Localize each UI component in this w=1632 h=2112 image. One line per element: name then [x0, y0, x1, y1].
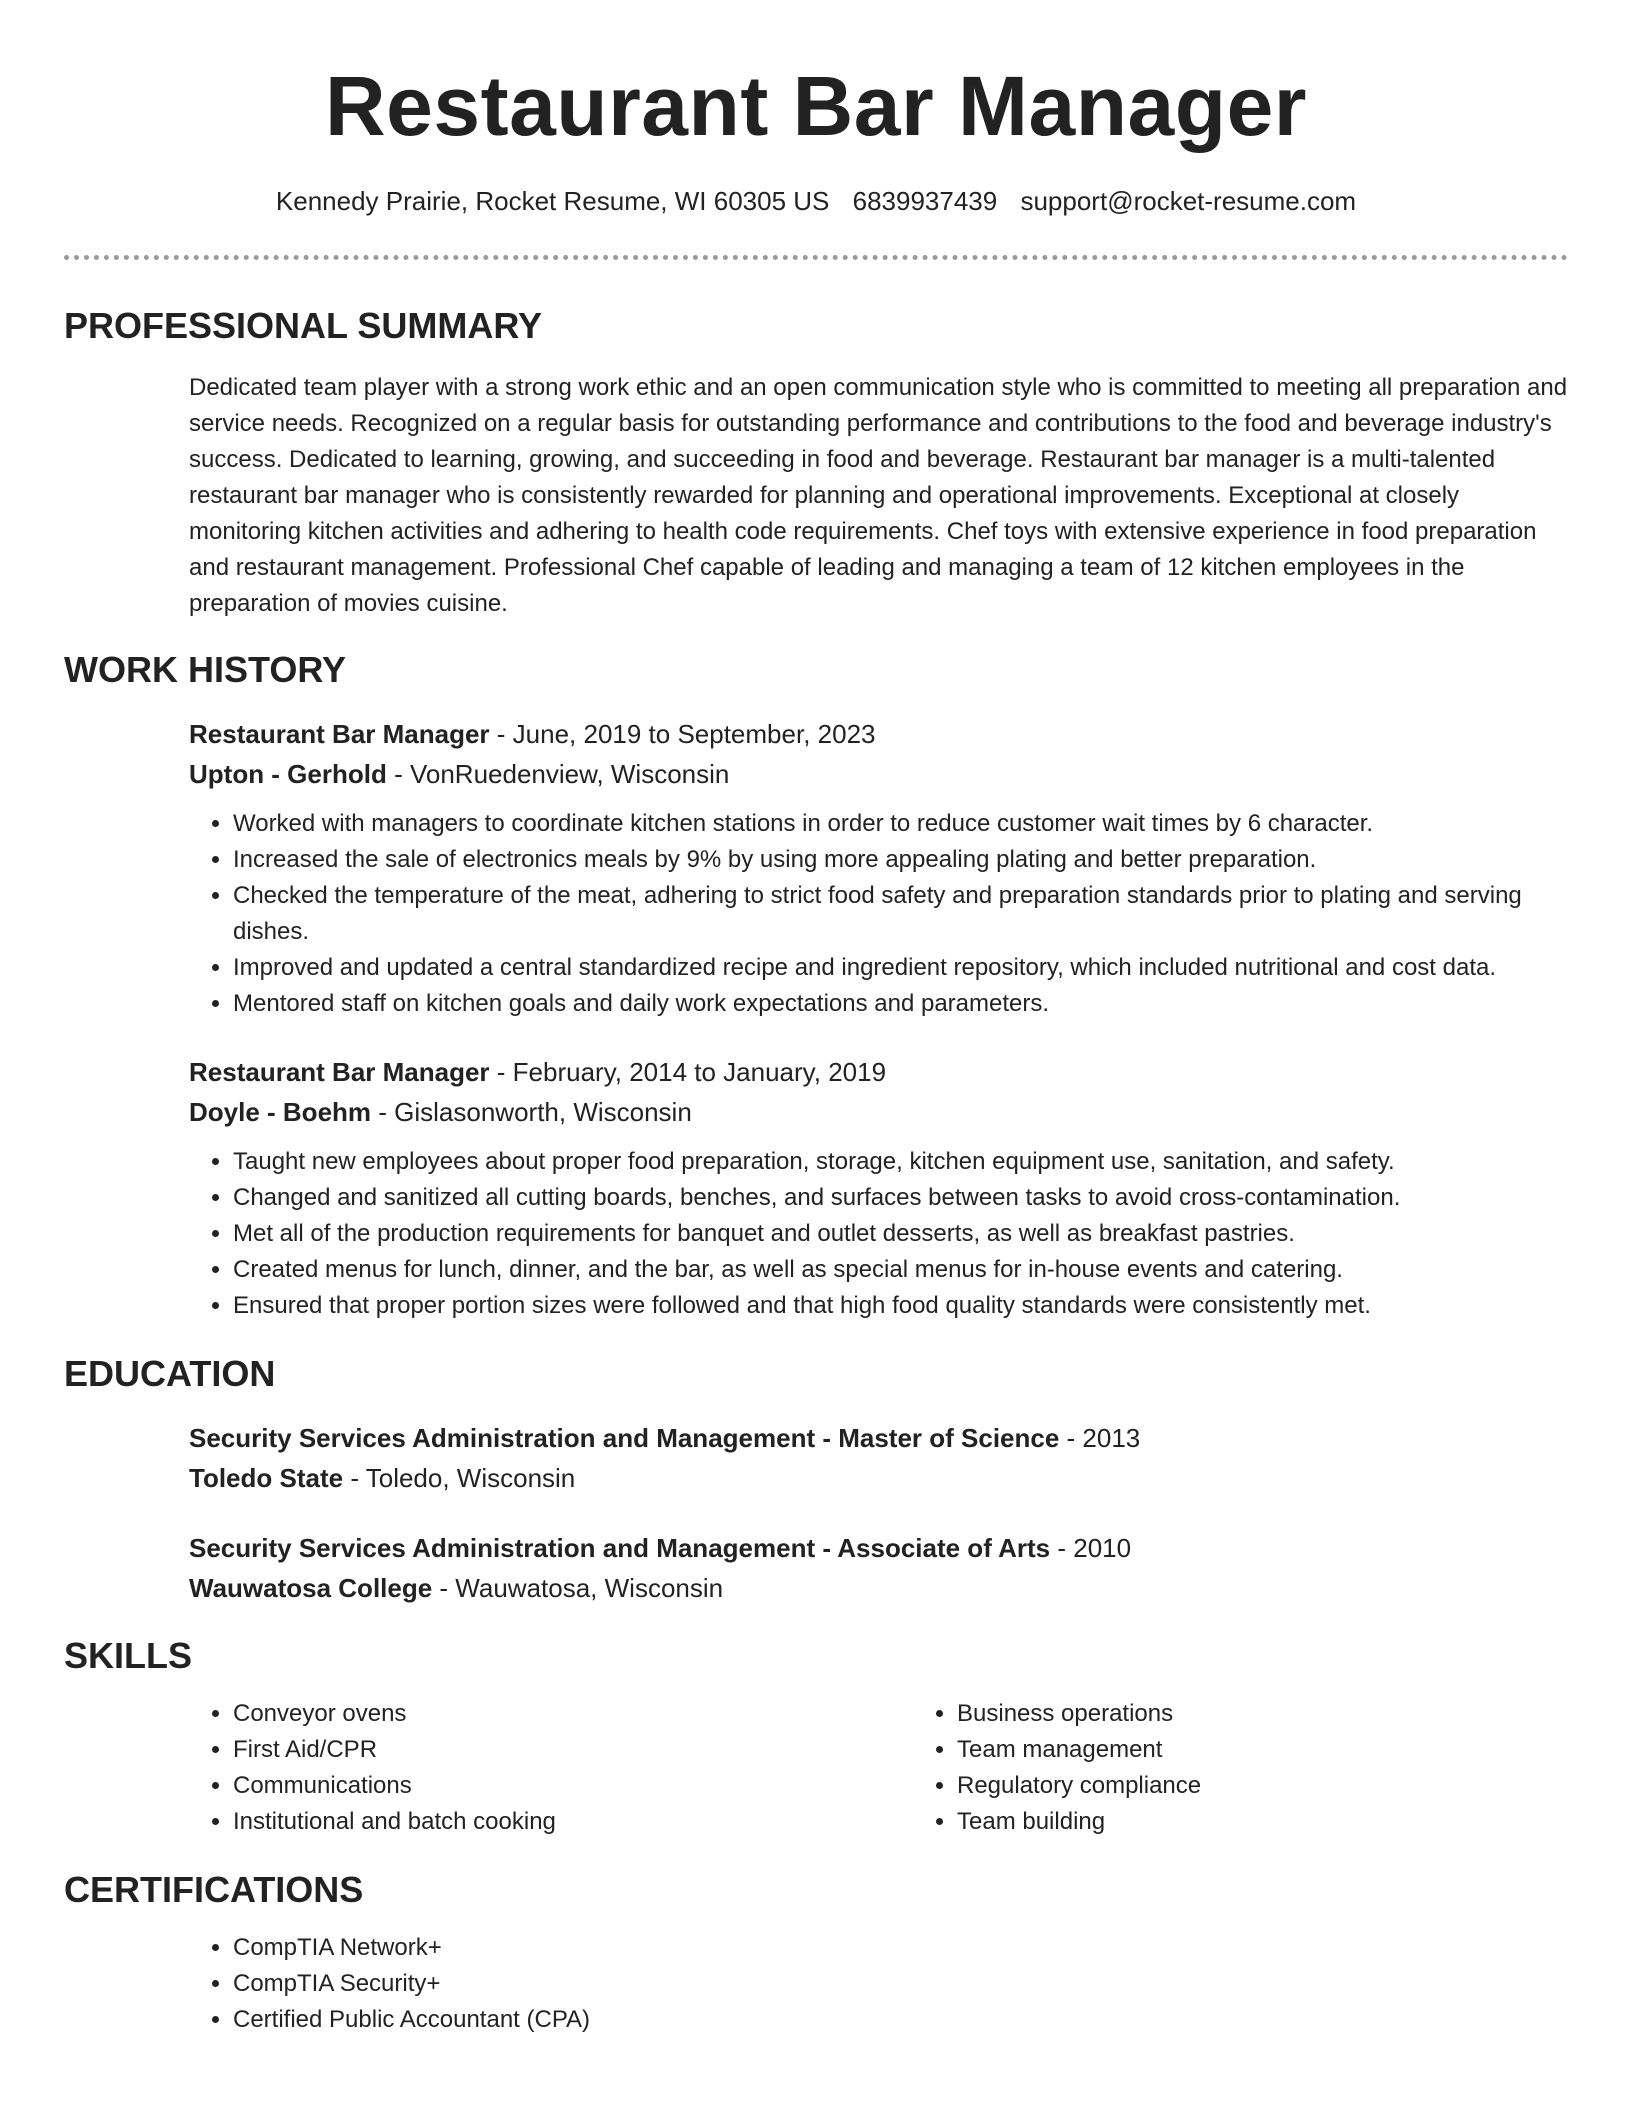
- resume-name: Restaurant Bar Manager: [325, 59, 1307, 153]
- skill-item: • Team building: [957, 1804, 1632, 1840]
- education-school-line: [189, 1568, 1568, 1608]
- list-item: • Changed and sanitized all cutting boards, benches, and surfaces between tasks to avoid cross-contamination.: [233, 1180, 1568, 1216]
- skills-list-left: [189, 1696, 913, 1840]
- job-company-line: [189, 754, 1568, 794]
- certification-item: • CompTIA Security+: [233, 1966, 1568, 2002]
- contact-address: Kennedy Prairie, Rocket Resume, WI 60305 US: [275, 186, 830, 216]
- job-entry: [189, 1052, 1568, 1324]
- job-title-line: [189, 714, 1568, 754]
- list-item: • Created menus for lunch, dinner, and the bar, as well as special menus for in-house events and catering.: [233, 1252, 1568, 1288]
- summary-text: Dedicated team player with a strong work ethic and an open communication style who is committed to meeting all preparation and service needs. Recognized on a regular basis for outstanding performance and contributions to the food and beverage industry's success. Dedicated to learning, growing, and succeeding in food and beverage. Restaurant bar manager is a multi-talented restaurant bar manager who is consistently rewarded for planning and operational improvements. Exceptional at closely monitoring kitchen activities and adhering to health code requirements. Chef toys with extensive experience in food preparation and restaurant management. Professional Chef capable of leading and managing a team of 12 kitchen employees in the preparation of movies cuisine.: [189, 374, 1568, 617]
- job-role: Restaurant Bar Manager: [189, 719, 490, 749]
- education-school: Toledo State: [189, 1463, 344, 1493]
- education-school: Wauwatosa College: [189, 1573, 433, 1603]
- certifications-block: [189, 1930, 1568, 2038]
- education-entry: [189, 1418, 1568, 1498]
- skill-item: • Communications: [233, 1768, 913, 1804]
- education-entry: [189, 1528, 1568, 1608]
- job-dates: - June, 2019 to September, 2023: [489, 719, 876, 749]
- contact-email[interactable]: support@rocket-resume.com: [1020, 186, 1357, 216]
- certification-item: • CompTIA Network+: [233, 1930, 1568, 1966]
- skill-item: • Institutional and batch cooking: [233, 1804, 913, 1840]
- list-item: • Taught new employees about proper food preparation, storage, kitchen equipment use, sanitation, and safety.: [233, 1144, 1568, 1180]
- contact-phone[interactable]: 6839937439: [852, 186, 998, 216]
- job-role: Restaurant Bar Manager: [189, 1057, 490, 1087]
- list-item: • Ensured that proper portion sizes were followed and that high food quality standards were consistently met.: [233, 1288, 1568, 1324]
- job-bullets: [189, 806, 1568, 1022]
- certification-item: • Certified Public Accountant (CPA): [233, 2002, 1568, 2038]
- education-degree-line: [189, 1528, 1568, 1568]
- job-location: - Gislasonworth, Wisconsin: [371, 1097, 692, 1127]
- list-item: • Improved and updated a central standardized recipe and ingredient repository, which included nutritional and cost data.: [233, 950, 1568, 986]
- education-school-line: [189, 1458, 1568, 1498]
- job-entry: [189, 714, 1568, 1022]
- education-location: - Toledo, Wisconsin: [343, 1463, 576, 1493]
- education-location: - Wauwatosa, Wisconsin: [432, 1573, 724, 1603]
- job-bullets: [189, 1144, 1568, 1324]
- job-location: - VonRuedenview, Wisconsin: [386, 759, 730, 789]
- summary-block: [189, 370, 1568, 622]
- skill-item: • First Aid/CPR: [233, 1732, 913, 1768]
- education-year: - 2010: [1050, 1533, 1132, 1563]
- section-title-education: EDUCATION: [64, 1353, 276, 1394]
- skill-item: • Conveyor ovens: [233, 1696, 913, 1732]
- skill-item: • Business operations: [957, 1696, 1632, 1732]
- section-title-skills: SKILLS: [64, 1635, 193, 1676]
- section-title-certifications: CERTIFICATIONS: [64, 1869, 364, 1910]
- job-company: Doyle - Boehm: [189, 1097, 372, 1127]
- section-title-work-history: WORK HISTORY: [64, 649, 347, 690]
- certifications-list: [189, 1930, 1568, 2038]
- education-degree: Security Services Administration and Management - Associate of Arts: [189, 1533, 1051, 1563]
- skills-columns: [189, 1696, 1568, 1840]
- education-degree: Security Services Administration and Management - Master of Science: [189, 1423, 1060, 1453]
- list-item: • Worked with managers to coordinate kitchen stations in order to reduce customer wait times by 6 character.: [233, 806, 1568, 842]
- list-item: • Met all of the production requirements for banquet and outlet desserts, as well as breakfast pastries.: [233, 1216, 1568, 1252]
- job-title-line: [189, 1052, 1568, 1092]
- job-company: Upton - Gerhold: [189, 759, 387, 789]
- list-item: • Checked the temperature of the meat, adhering to strict food safety and preparation standards prior to plating and serving dishes.: [233, 878, 1568, 950]
- skills-list-right: [913, 1696, 1632, 1840]
- education-year: - 2013: [1059, 1423, 1141, 1453]
- education-degree-line: [189, 1418, 1568, 1458]
- job-company-line: [189, 1092, 1568, 1132]
- skill-item: • Regulatory compliance: [957, 1768, 1632, 1804]
- job-dates: - February, 2014 to January, 2019: [489, 1057, 887, 1087]
- list-item: • Increased the sale of electronics meals by 9% by using more appealing plating and better preparation.: [233, 842, 1568, 878]
- contact-line: [0, 184, 1632, 218]
- skill-item: • Team management: [957, 1732, 1632, 1768]
- header-divider: [64, 255, 1568, 260]
- section-title-summary: PROFESSIONAL SUMMARY: [64, 305, 543, 346]
- list-item: • Mentored staff on kitchen goals and daily work expectations and parameters.: [233, 986, 1568, 1022]
